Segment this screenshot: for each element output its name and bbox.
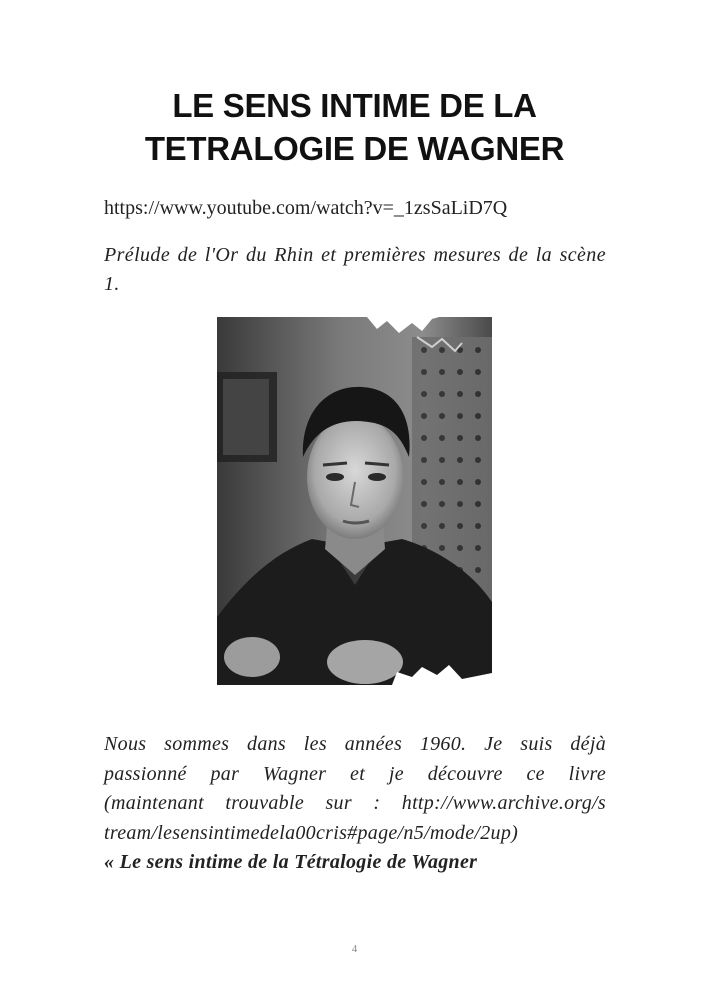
body-line-2: passionné par Wagner et je découvre ce livre bbox=[104, 762, 606, 785]
body-paragraph bbox=[104, 730, 606, 878]
body-line-4: tream/lesensintimedela00cris#page/n5/mode/2up) bbox=[104, 821, 519, 844]
youtube-link[interactable]: https://www.youtube.com/watch?v=_1zsSaLiD7Q bbox=[104, 197, 508, 219]
page-title bbox=[60, 84, 649, 170]
page-number: 4 bbox=[351, 943, 358, 955]
portrait-photo bbox=[217, 317, 492, 685]
title-line-1: LE SENS INTIME DE LA bbox=[172, 87, 537, 124]
video-caption: Prélude de l'Or du Rhin et premières mesures de la scène 1. bbox=[104, 244, 606, 295]
title-line-2: TETRALOGIE DE WAGNER bbox=[144, 130, 565, 167]
body-line-3: (maintenant trouvable sur : http://www.archive.org/s bbox=[104, 792, 606, 814]
book-title: « Le sens intime de la Tétralogie de Wagner bbox=[104, 851, 478, 873]
body-line-1: Nous sommes dans les années 1960. Je suis déjà bbox=[104, 733, 606, 755]
